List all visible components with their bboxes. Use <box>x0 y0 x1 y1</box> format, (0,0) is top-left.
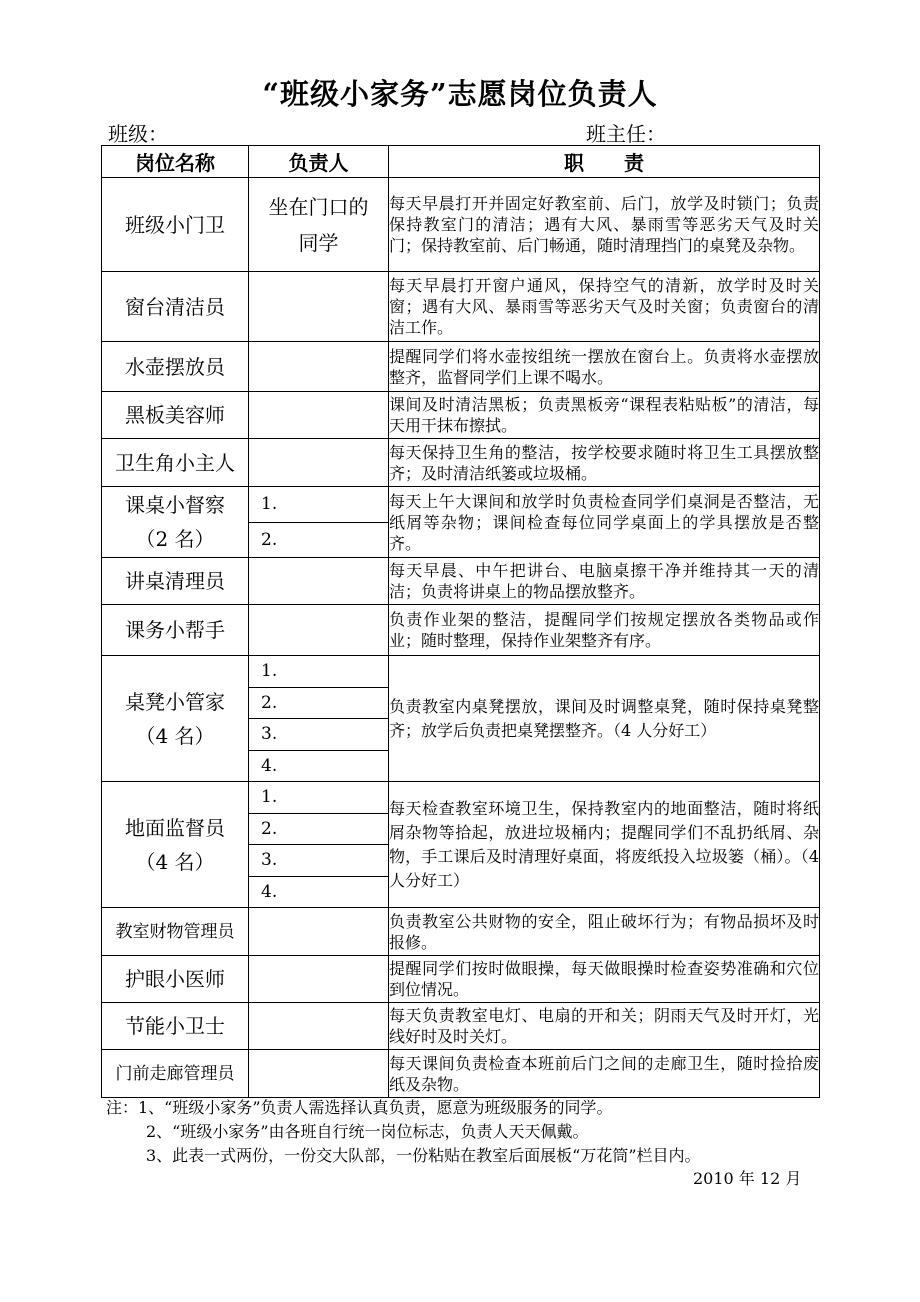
position-name: 课桌小督察 <box>125 493 225 517</box>
header-person: 负责人 <box>249 146 389 178</box>
position-cell <box>102 487 249 558</box>
person-slot: 1. <box>261 494 278 515</box>
person-slot: 2. <box>249 813 388 845</box>
position-cell <box>102 605 249 656</box>
duty-cell: 课间及时清洁黑板；负责黑板旁“课程表粘贴板”的清洁，每天用干抹布擦拭。 <box>389 392 820 439</box>
teacher-label: 班主任： <box>586 122 666 146</box>
person-cell <box>249 342 389 392</box>
table-row <box>102 1003 820 1050</box>
duty-cell: 负责教室公共财物的安全，阻止破坏行为；有物品损坏及时报修。 <box>389 908 820 956</box>
person-cell <box>249 956 389 1003</box>
person-cell <box>249 487 389 558</box>
note-2: 2、“班级小家务”由各班自行统一岗位标志，负责人天天佩戴。 <box>146 1122 589 1141</box>
table-header-row <box>102 146 820 178</box>
duty-cell: 每天上午大课间和放学时负责检查同学们桌洞是否整洁，无纸屑等杂物；课间检查每位同学桌面上的学具摆放是否整齐。 <box>389 487 820 558</box>
position-name: 水壶摆放员 <box>125 354 225 379</box>
position-cell <box>102 178 249 272</box>
note-3: 3、此表一式两份，一份交大队部，一份粘贴在教室后面展板“万花筒”栏目内。 <box>146 1146 701 1165</box>
position-cell <box>102 908 249 956</box>
duty-cell: 每天早晨、中午把讲台、电脑桌擦干净并维持其一天的清洁；负责将讲桌上的物品摆放整齐。 <box>389 558 820 605</box>
person-slot: 3. <box>249 844 388 876</box>
position-name: 窗台清洁员 <box>125 294 225 319</box>
table-row <box>102 178 820 272</box>
person-cell <box>249 272 389 342</box>
position-name: （4 名） <box>135 723 215 748</box>
page-title: “班级小家务”志愿岗位负责人 <box>262 77 658 111</box>
note-1: 注：1、“班级小家务”负责人需选择认真负责，愿意为班级服务的同学。 <box>106 1098 613 1117</box>
header-duty: 职 责 <box>389 146 820 178</box>
duty-table <box>101 145 820 1098</box>
person-cell <box>249 392 389 439</box>
position-cell <box>102 1050 249 1098</box>
person-cell <box>249 558 389 605</box>
position-cell <box>102 558 249 605</box>
notes <box>106 1096 701 1168</box>
table-row <box>102 392 820 439</box>
duty-cell: 每天早晨打开窗户通风，保持空气的清新，放学时及时关窗；遇有大风、暴雨雪等恶劣天气及时关窗；负责窗台的清洁工作。 <box>389 272 820 342</box>
position-name: 地面监督员 <box>125 815 225 840</box>
person-slot: 2. <box>249 522 388 558</box>
duty-cell: 提醒同学们将水壶按组统一摆放在窗台上。负责将水壶摆放整齐，监督同学们上课不喝水。 <box>389 342 820 392</box>
header-position: 岗位名称 <box>102 146 249 178</box>
position-name: （4 名） <box>135 849 215 874</box>
position-name: 节能小卫士 <box>125 1014 225 1038</box>
position-name: 班级小门卫 <box>125 212 225 237</box>
position-cell <box>102 782 249 908</box>
duty-cell: 提醒同学们按时做眼操，每天做眼操时检查姿势准确和穴位到位情况。 <box>389 956 820 1003</box>
person-slot: 2. <box>249 687 388 719</box>
table-row <box>102 342 820 392</box>
position-cell <box>102 272 249 342</box>
table-row <box>102 1050 820 1098</box>
table-row <box>102 656 820 782</box>
position-cell <box>102 392 249 439</box>
position-name: （2 名） <box>135 527 215 551</box>
date: 2010 年 12 月 <box>693 1169 802 1188</box>
person-cell <box>249 782 389 908</box>
person-slot: 4. <box>249 876 388 908</box>
position-cell <box>102 656 249 782</box>
table-row <box>102 782 820 908</box>
table-row <box>102 956 820 1003</box>
duty-cell: 每天保持卫生角的整洁，按学校要求随时将卫生工具摆放整齐；及时清洁纸篓或垃圾桶。 <box>389 439 820 487</box>
person-slot: 1. <box>261 661 278 682</box>
person-cell <box>249 1050 389 1098</box>
position-name: 桌凳小管家 <box>125 689 225 714</box>
person-slot: 4. <box>249 750 388 782</box>
table-row <box>102 487 820 558</box>
duty-cell: 每天早晨打开并固定好教室前、后门，放学及时锁门；负责保持教室门的清洁；遇有大风、暴雨雪等恶劣天气及时关门；保持教室前、后门畅通，随时清理挡门的桌凳及杂物。 <box>389 178 820 272</box>
table-row <box>102 605 820 656</box>
class-label: 班级： <box>108 122 168 146</box>
person-cell <box>249 178 389 272</box>
person-slot: 3. <box>249 718 388 750</box>
position-cell <box>102 1003 249 1050</box>
position-name: 课务小帮手 <box>125 618 225 642</box>
table-row <box>102 908 820 956</box>
position-cell <box>102 439 249 487</box>
duty-cell: 负责作业架的整洁，提醒同学们按规定摆放各类物品或作业；随时整理，保持作业架整齐有序。 <box>389 605 820 656</box>
person-cell <box>249 439 389 487</box>
person-cell <box>249 605 389 656</box>
position-name: 护眼小医师 <box>125 967 225 991</box>
duty-cell: 每天课间负责检查本班前后门之间的走廊卫生，随时捡拾废纸及杂物。 <box>389 1050 820 1098</box>
duty-cell: 负责教室内桌凳摆放，课间及时调整桌凳，随时保持桌凳整齐；放学后负责把桌凳摆整齐。（4 人分好工） <box>389 656 820 782</box>
position-name: 卫生角小主人 <box>115 450 235 475</box>
table-body <box>102 178 820 1098</box>
position-name: 黑板美容师 <box>125 403 225 427</box>
person-slot: 1. <box>261 787 278 808</box>
table-row <box>102 558 820 605</box>
position-name: 讲桌清理员 <box>125 569 225 593</box>
person-cell <box>249 908 389 956</box>
person-cell <box>249 656 389 782</box>
position-name: 门前走廊管理员 <box>115 1063 235 1084</box>
duty-cell: 每天检查教室环境卫生，保持教室内的地面整洁，随时将纸屑杂物等拾起，放进垃圾桶内；提醒同学们不乱扔纸屑、杂物，手工课后及时清理好桌面，将废纸投入垃圾篓（桶）。（4 人分好工） <box>389 782 820 908</box>
person-cell <box>249 1003 389 1050</box>
position-name: 教室财物管理员 <box>115 921 235 942</box>
duty-cell: 每天负责教室电灯、电扇的开和关；阴雨天气及时开灯，光线好时及时关灯。 <box>389 1003 820 1050</box>
table-row <box>102 272 820 342</box>
position-cell <box>102 342 249 392</box>
person-name: 坐在门口的同学 <box>268 194 369 255</box>
table-row <box>102 439 820 487</box>
position-cell <box>102 956 249 1003</box>
